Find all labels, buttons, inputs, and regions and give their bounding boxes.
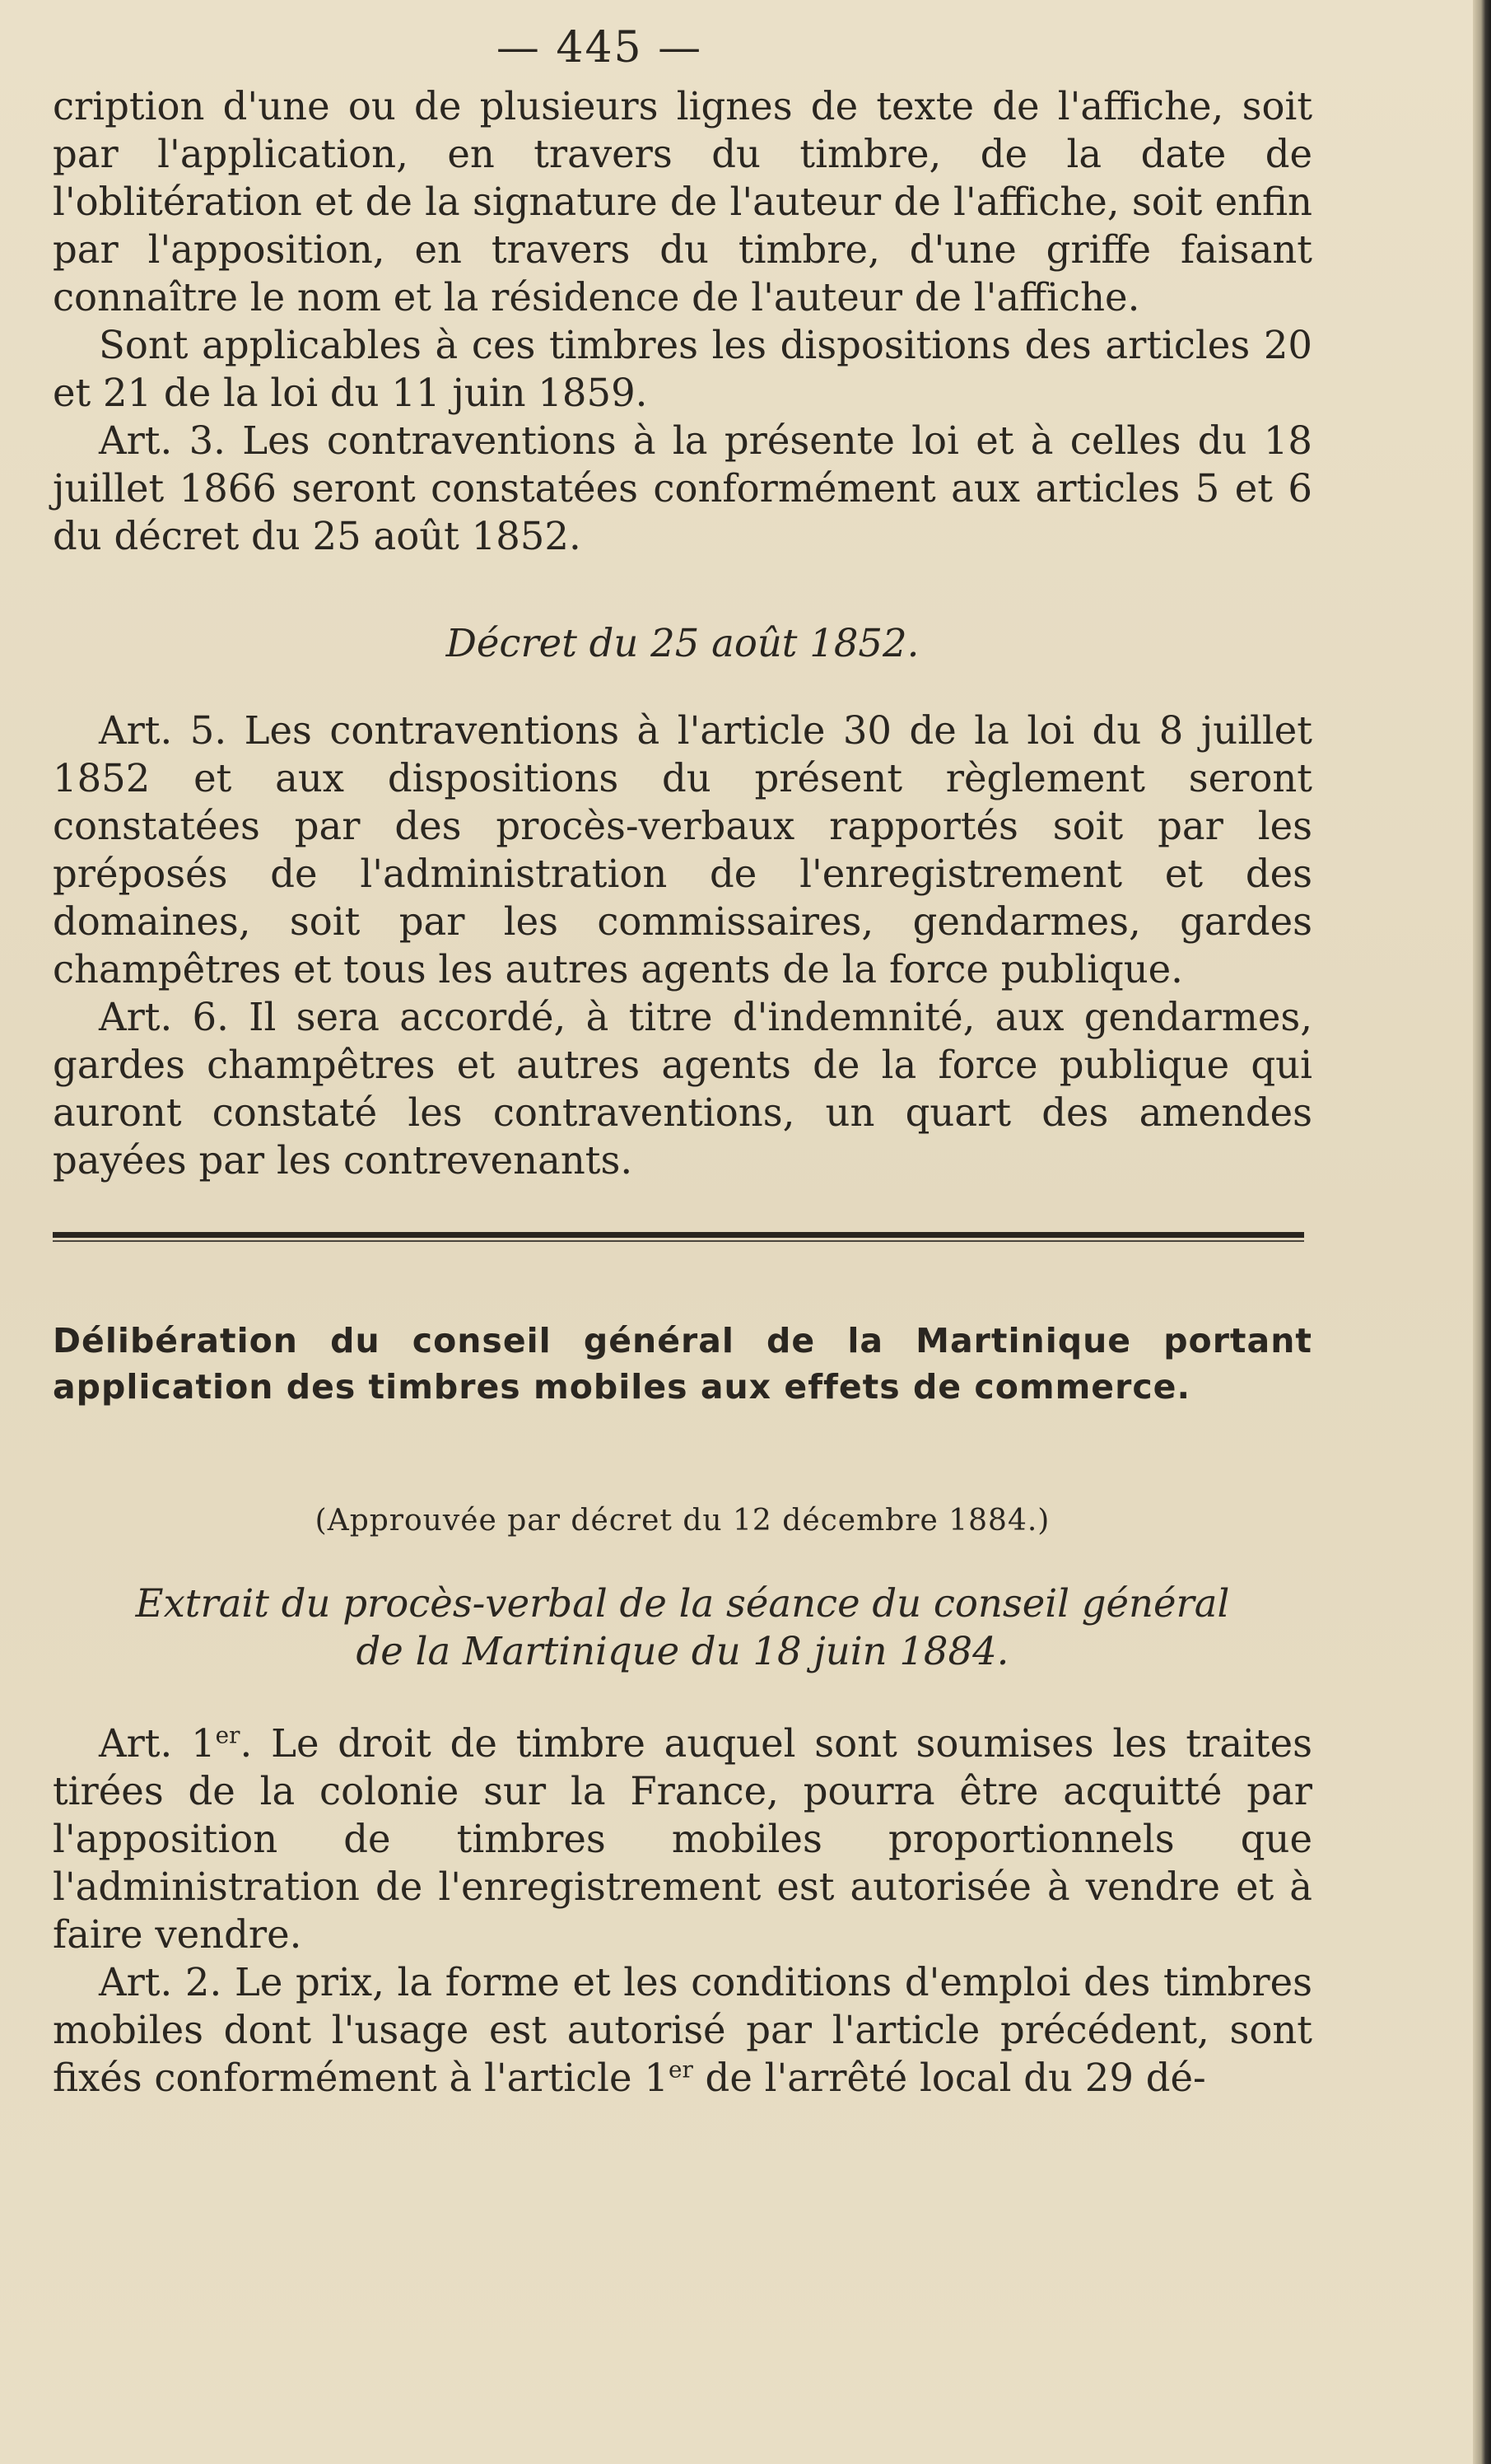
paragraph-article-6: Art. 6. Il sera accordé, à titre d'indemnité, aux gendarmes, gardes champêtres et autres agents de la force publique qui auront constaté les contraventions, un quart des amendes payées par les contrevenants. (53, 995, 1312, 1183)
article-1-superscript: er (215, 1721, 240, 1749)
section-affiche-rules (53, 82, 1312, 560)
approval-note: (Approuvée par décret du 12 décembre 1884.) (315, 1504, 1051, 1538)
paragraph-article-2 (53, 1958, 1312, 2102)
page-edge-shadow (1473, 0, 1491, 2464)
paragraph-applicable-provisions: Sont applicables à ces timbres les dispositions des articles 20 et 21 de la loi du 11 juin 1859. (53, 323, 1312, 415)
section-martinique-articles (53, 1720, 1312, 2102)
paragraph-article-5: Art. 5. Les contraventions à l'article 30 de la loi du 8 juillet 1852 et aux dispositions du présent règlement seront constatées par des procès-verbaux rapportés soit par les préposés de l'administration de l'enregistrement et des domaines, soit par les commissaires, gendarmes, gardes champêtres et tous les autres agents de la force publique. (53, 708, 1312, 992)
decree-title: Décret du 25 août 1852. (445, 621, 920, 665)
paragraph-article-1 (53, 1720, 1312, 1958)
extract-title-line-1: Extrait du procès-verbal de la séance du conseil général (135, 1581, 1230, 1626)
section-decree-articles (53, 707, 1312, 1184)
deliberation-heading: Délibération du conseil général de la Martinique portant application des timbres mobiles aux effets de commerce. (53, 1321, 1312, 1407)
paragraph-affiche-continuation: cription d'une ou de plusieurs lignes de texte de l'affiche, soit par l'application, en travers du timbre, de la date de l'oblitération et de la signature de l'auteur de l'affiche, soit enfin par l'apposition, en travers du timbre, d'une griffe faisant connaître le nom et la résidence de l'auteur de l'affiche. (53, 84, 1312, 320)
page-number: — 445 — (496, 23, 703, 72)
article-2-superscript: er (668, 2056, 693, 2084)
article-2-text: Art. 2. Le prix, la forme et les conditions d'emploi des timbres mobiles dont l'usage est autorisé par l'article précédent, sont fixés conformément à l'article 1 (53, 1960, 1312, 2100)
extract-title-line-2: de la Martinique du 18 juin 1884. (356, 1629, 1009, 1673)
article-2-tail: de l'arrêté local du 29 dé- (692, 2056, 1206, 2100)
article-1-text: . Le droit de timbre auquel sont soumises les traites tirées de la colonie sur la France, pourra être acquitté par l'apposition de timbres mobiles proportionnels que l'administration de l'enregistrement est autorisée à vendre et à faire vendre. (53, 1721, 1312, 1957)
paragraph-article-3: Art. 3. Les contraventions à la présente loi et à celles du 18 juillet 1866 seront constatées conformément aux articles 5 et 6 du décret du 25 août 1852. (53, 418, 1312, 558)
article-1-label: Art. 1 (99, 1721, 216, 1766)
section-divider-rule (53, 1232, 1304, 1242)
extract-title (53, 1580, 1312, 1675)
